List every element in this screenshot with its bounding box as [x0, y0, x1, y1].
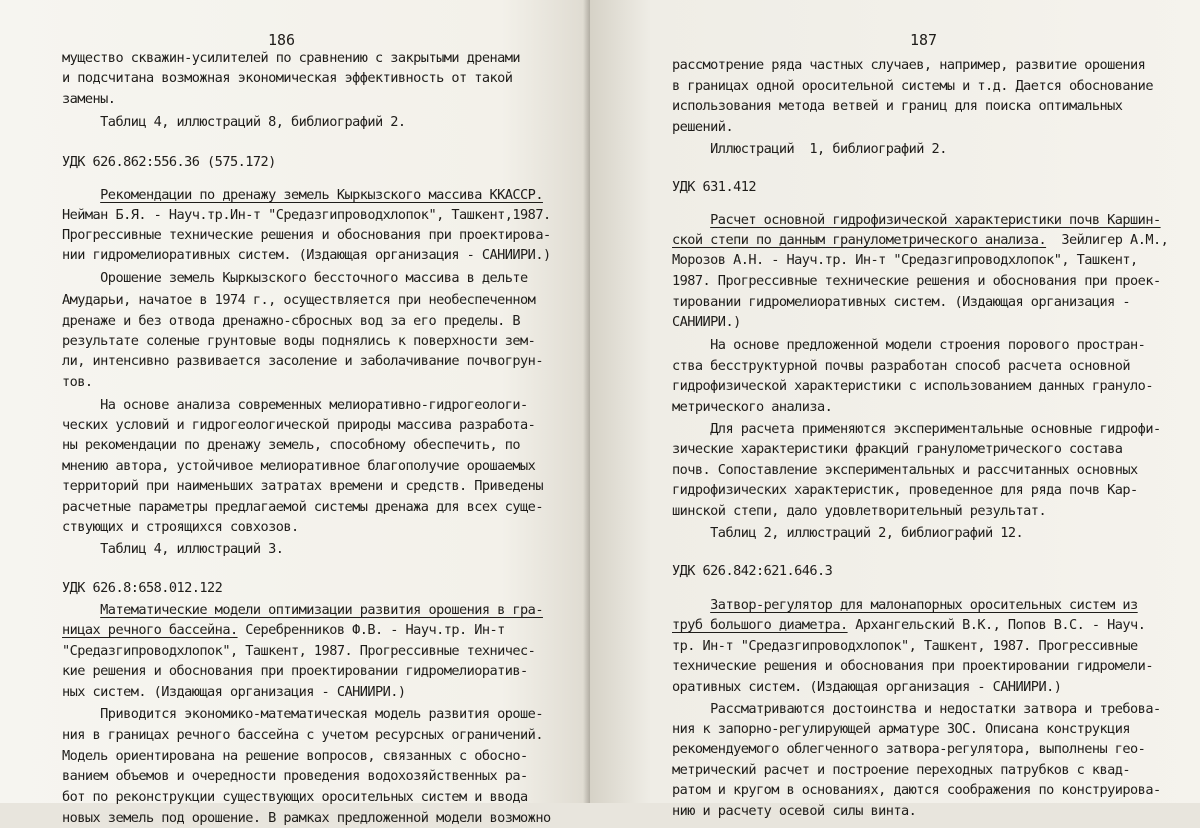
left-text-line: УДК 626.8:658.012.122	[62, 580, 223, 596]
right-text-line: тировании гидромелиоративных систем. (Издающая организация -	[672, 294, 1131, 310]
left-text-line: Приводится экономико-математическая модель развития ороше-	[62, 706, 543, 722]
right-text-line: метрический расчет и построение переходных патрубков с квад-	[672, 762, 1131, 778]
right-text-line: Для расчета применяются экспериментальные основные гидрофи-	[672, 421, 1161, 437]
underlined-title: Расчет основной гидрофизической характеристики почв Каршин-	[710, 212, 1161, 228]
left-text-line: ны рекомендации по дренажу земель, способному обеспечить, по	[62, 437, 521, 453]
right-text-line: почв. Сопоставление экспериментальных и рассчитанных основных	[672, 462, 1138, 478]
left-text-line: ческих условий и гидрогеологической природы массива разработа-	[62, 417, 536, 433]
right-text-line: в границах одной оросительной системы и т.д. Дается обоснование	[672, 78, 1153, 94]
right-text-line: решений.	[672, 119, 734, 135]
right-text-line: нию и расчету осевой силы винта.	[672, 803, 917, 819]
left-page	[0, 0, 590, 826]
left-text-line: Таблиц 4, иллюстраций 3.	[62, 541, 284, 557]
left-text-line: дренаже и без отвода дренажно-сбросных вод за его пределы. В	[62, 313, 521, 329]
right-text-line: тр. Ин-т "Средазгипроводхлопок", Ташкент, 1987. Прогрессивные	[672, 638, 1138, 654]
left-text-line: Нейман Б.Я. - Науч.тр.Ин-т "Средазгипроводхлопок", Ташкент,1987.	[62, 207, 551, 223]
underlined-title: ской степи по данным гранулометрического анализа.	[672, 232, 1047, 248]
left-text-line: Модель ориентирована на решение вопросов, связанных с обосно-	[62, 748, 528, 764]
right-text-line: 1987. Прогрессивные технические решения и обоснования при проек-	[672, 273, 1161, 289]
left-text-line: "Средазгипроводхлопок", Ташкент, 1987. Прогрессивные техничес-	[62, 643, 536, 659]
right-text-line: метрического анализа.	[672, 399, 833, 415]
left-text-line: бот по реконструкции существующих оросительных систем и ввода	[62, 789, 528, 805]
right-text-line	[672, 595, 1138, 615]
left-text-line: ствующих и строящихся совхозов.	[62, 519, 299, 535]
right-text-line: Таблиц 2, иллюстраций 2, библиографий 12.	[672, 525, 1024, 541]
right-page	[590, 0, 1200, 819]
left-text-line: ли, интенсивно развивается засоление и заболачивание почвогрун-	[62, 353, 543, 369]
left-text-line: ных систем. (Издающая организация - САНИИРИ.)	[62, 684, 406, 700]
left-text-line: Прогрессивные технические решения и обоснования при проектирова-	[62, 227, 551, 243]
right-text-line: гидрофизической характеристики с использованием данных грануло-	[672, 378, 1153, 394]
underlined-title: Затвор-регулятор для малонапорных оросительных систем из	[710, 597, 1138, 613]
right-text-line: гидрофизических характеристик, проведенное для ряда почв Кар-	[672, 482, 1138, 498]
left-text-line: ния в границах речного бассейна с учетом ресурсных ограничений.	[62, 727, 543, 743]
right-text-line	[672, 210, 1161, 230]
left-text-line: ванием объемов и очередности проведения водохозяйственных ра-	[62, 768, 528, 784]
right-text-line: рекомендуемого облегченного затвора-регулятора, выполнены гео-	[672, 741, 1146, 757]
left-text-line: Амударьи, начатое в 1974 г., осуществляется при необеспеченном	[62, 292, 536, 308]
left-text-line	[62, 185, 543, 205]
left-text-line: Таблиц 4, иллюстраций 8, библиографий 2.	[62, 114, 406, 130]
left-text-line: мущество скважин-усилителей по сравнению с закрытыми дренами	[62, 50, 521, 66]
right-text-line: использования метода ветвей и границ для поиска оптимальных	[672, 98, 1123, 114]
right-text-line: УДК 626.842:621.646.3	[672, 563, 833, 579]
left-text-line: тов.	[62, 374, 93, 390]
underlined-title: труб большого диаметра.	[672, 617, 848, 633]
underlined-title: Рекомендации по дренажу земель Кыркызского массива ККАССР.	[100, 187, 543, 203]
left-text-line: результате соленые грунтовые воды поднялись к поверхности зем-	[62, 333, 536, 349]
right-text-line: ния к запорно-регулирующей арматуре ЗОС. Описана конструкция	[672, 721, 1131, 737]
page-number-right: 187	[910, 31, 938, 49]
right-text-line: На основе предложенной модели строения порового простран-	[672, 337, 1146, 353]
left-text-line: расчетные параметры предлагаемой системы дренажа для всех суще-	[62, 499, 543, 515]
left-text-line: и подсчитана возможная экономическая эффективность от такой	[62, 70, 513, 86]
underlined-title: ницах речного бассейна.	[62, 622, 238, 638]
page-number-left: 186	[268, 31, 296, 49]
right-text-line: рассмотрение ряда частных случаев, например, развитие орошения	[672, 57, 1146, 73]
left-text-line: Орошение земель Кыркызского бессточного массива в дельте	[62, 270, 528, 286]
right-text-line: Рассматриваются достоинства и недостатки затвора и требова-	[672, 701, 1161, 717]
right-text-line: технические решения и обоснования при проектировании гидромели-	[672, 658, 1153, 674]
underlined-title: Математические модели оптимизации развития орошения в гра-	[100, 602, 543, 618]
left-text-line: УДК 626.862:556.36 (575.172)	[62, 154, 276, 170]
right-text-line: ской степи по данным гранулометрического анализа. Зейлигер А.М.,	[672, 232, 1169, 248]
right-text-line: Иллюстраций 1, библиографий 2.	[672, 141, 947, 157]
right-text-line: САНИИРИ.)	[672, 314, 741, 330]
right-text-line: труб большого диаметра. Архангельский В.К., Попов В.С. - Науч.	[672, 617, 1146, 633]
left-text-line: На основе анализа современных мелиоративно-гидрогеологи-	[62, 397, 528, 413]
left-text-line: территорий при наименьших затратах времени и средств. Приведены	[62, 478, 543, 494]
left-text-line	[62, 600, 543, 620]
left-text-line: кие решения и обоснования при проектировании гидромелиоратив-	[62, 663, 528, 679]
left-text-line: новых земель под орошение. В рамках предложенной модели возможно	[62, 810, 551, 826]
right-text-line: ства бесструктурной почвы разработан способ расчета основной	[672, 358, 1131, 374]
right-text-line: УДК 631.412	[672, 179, 756, 195]
left-text-line: нии гидромелиоративных систем. (Издающая организация - САНИИРИ.)	[62, 247, 551, 263]
left-text-line: мнению автора, устойчивое мелиоративное благополучие орошаемых	[62, 458, 536, 474]
right-text-line: зические характеристики фракций гранулометрического состава	[672, 441, 1123, 457]
right-text-line: оративных систем. (Издающая организация - САНИИРИ.)	[672, 679, 1062, 695]
right-text-line: Морозов А.Н. - Науч.тр. Ин-т "Средазгипроводхлопок", Ташкент,	[672, 252, 1138, 268]
right-text-line: шинской степи, дало удовлетворительный результат.	[672, 503, 1047, 519]
left-text-line: ницах речного бассейна. Серебренников Ф.В. - Науч.тр. Ин-т	[62, 622, 505, 638]
right-text-line: ратом и кругом в основаниях, даются соображения по конструирова-	[672, 782, 1161, 798]
left-text-line: замены.	[62, 91, 116, 107]
